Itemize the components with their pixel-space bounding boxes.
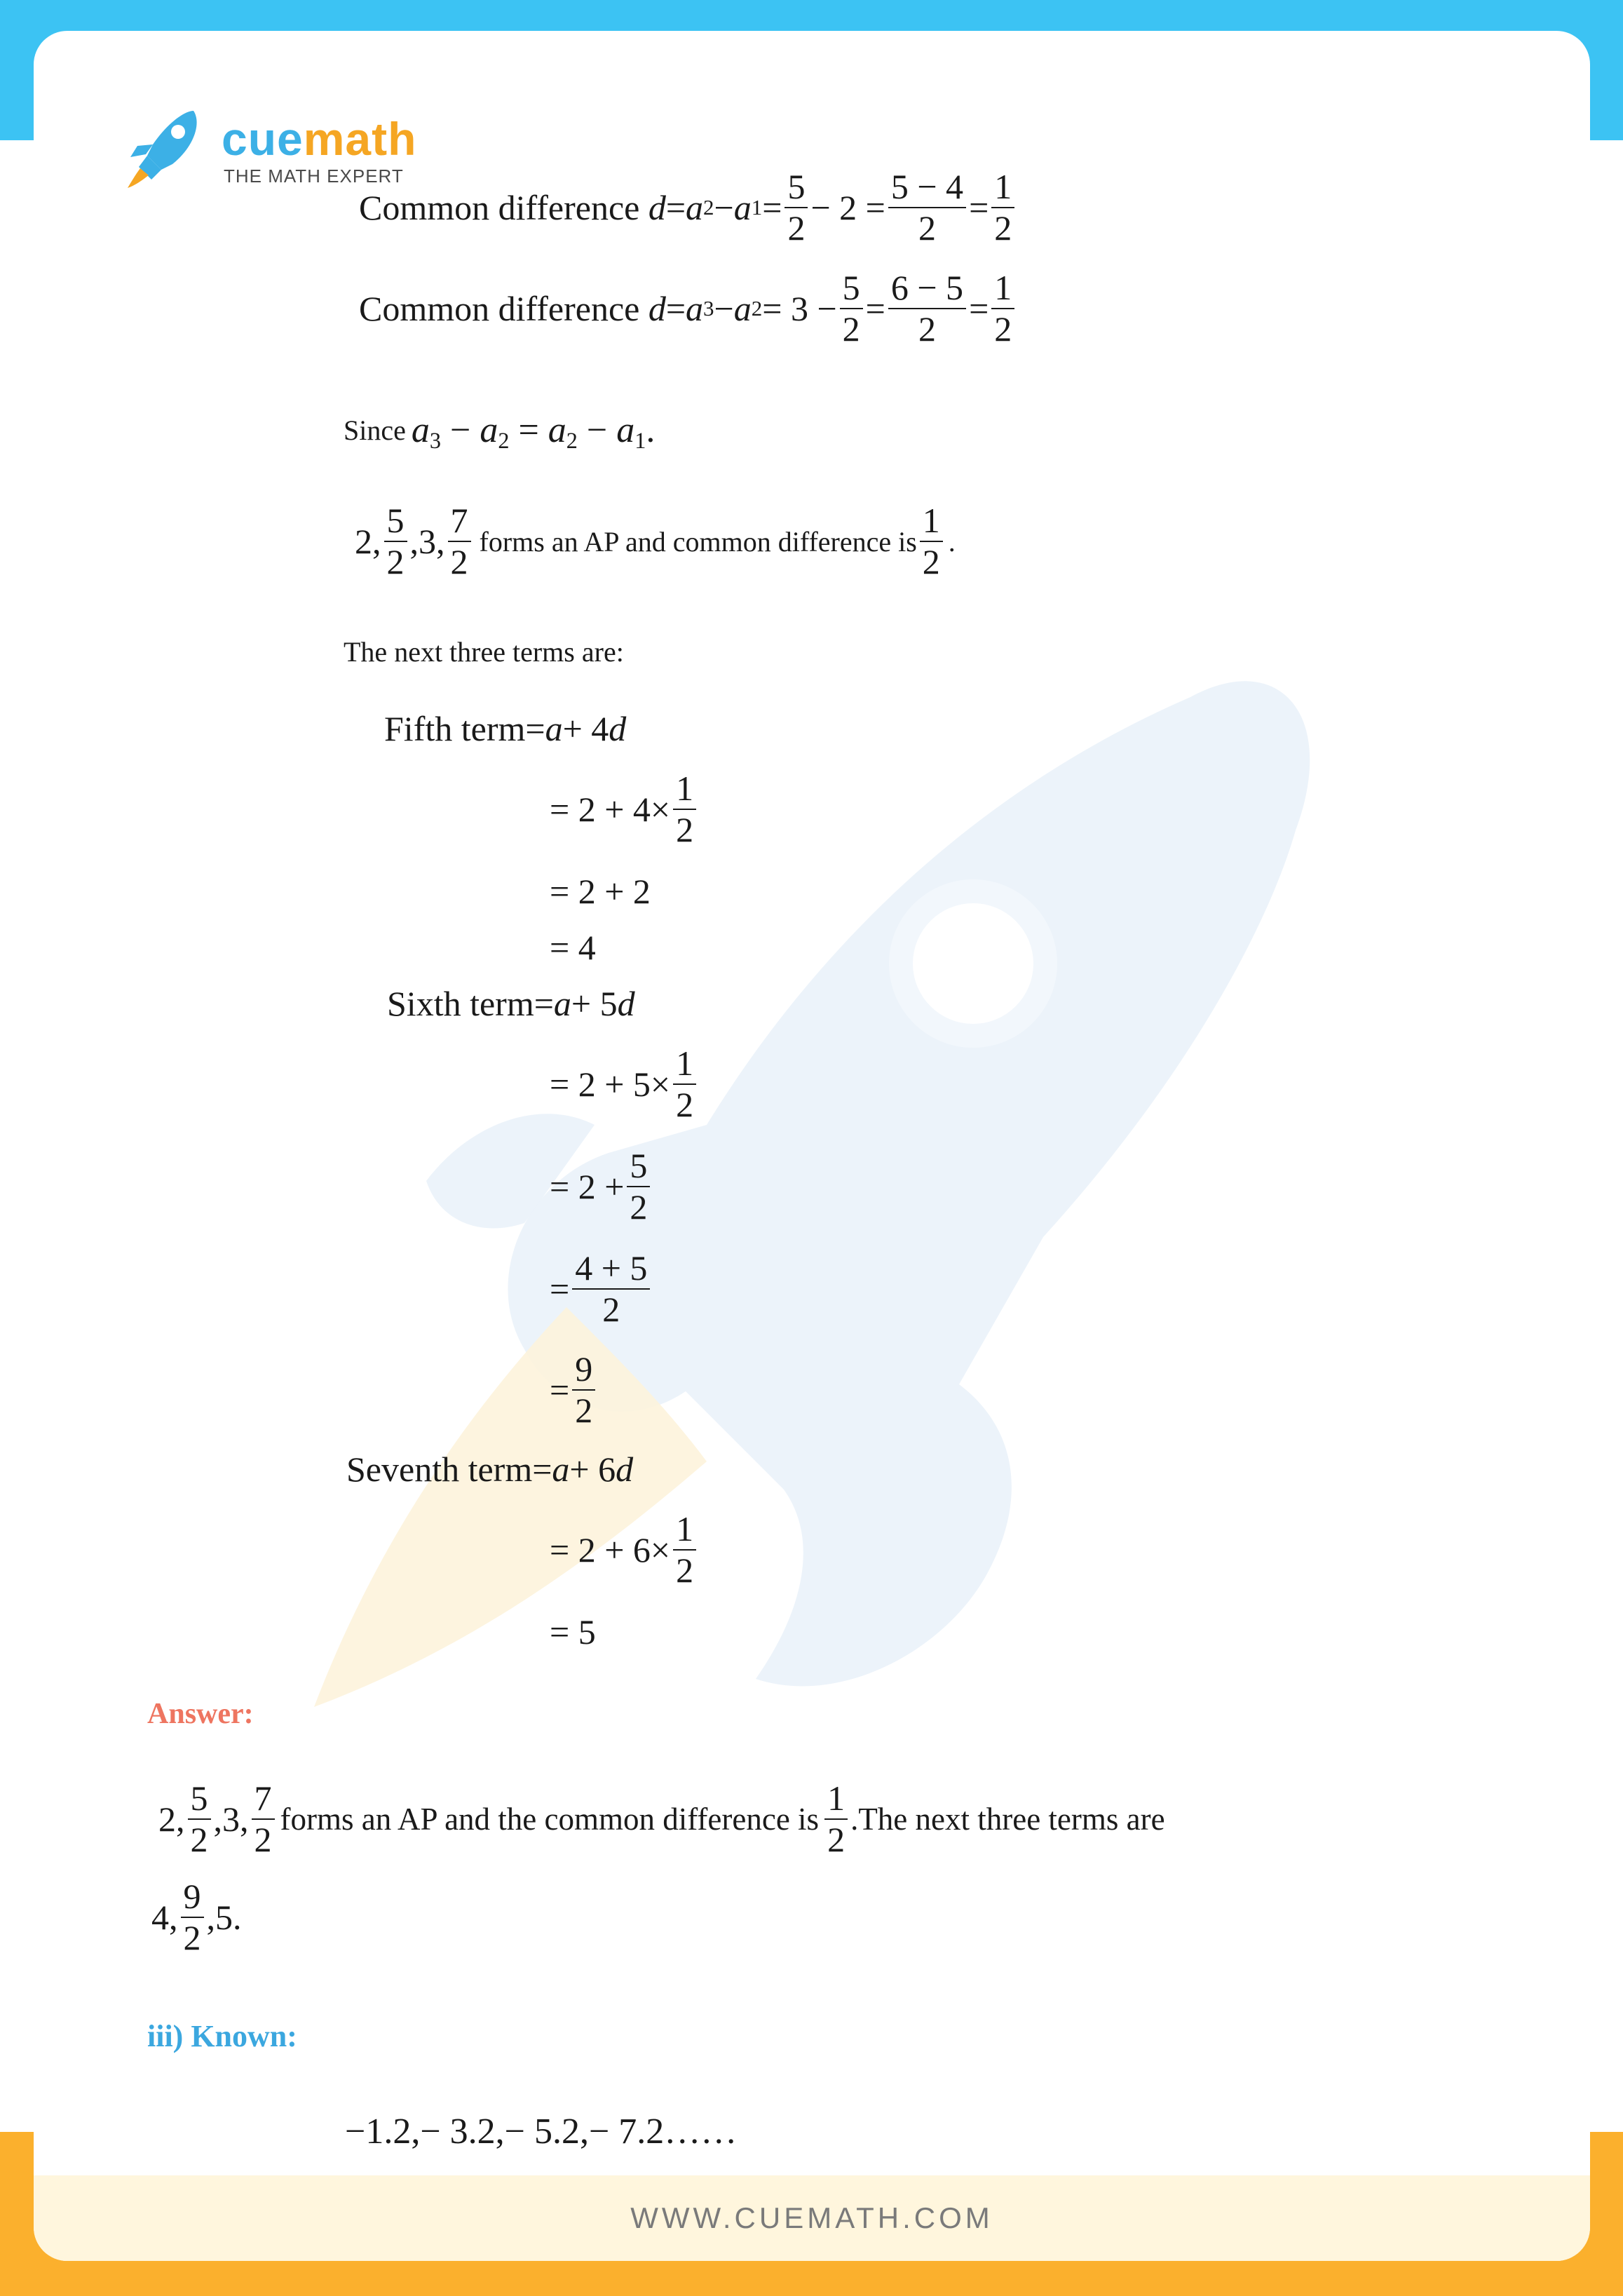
seventh-term-line-2: = 2 + 6× $\frac{1}{2}$ <box>550 1511 699 1589</box>
answer-line-2: 4, $\frac{9}{2}$ ,5. <box>151 1877 242 1957</box>
sixth-term-line-5: = $\frac{9}{2}$ <box>550 1351 598 1429</box>
sixth-term-line-3: = 2 + $\frac{5}{2}$ <box>550 1147 653 1226</box>
answer-line-1: 2, $\frac{5}{2}$ ,3, $\frac{7}{2}$ forms an AP and the common difference is $\frac{1}{2}$ .The next three terms are <box>158 1778 1165 1859</box>
common-difference-line-1: Common difference d = a 2 − a 1 = $\frac{5}{2}$ − 2 = $\frac{5 - 4}{2}$ = $\frac{1}{2}$ <box>359 168 1017 247</box>
seventh-term-line-1: Seventh term = a + 6 d <box>346 1450 634 1489</box>
known-heading: iii) Known: <box>147 2019 297 2053</box>
logo-tagline: THE MATH EXPERT <box>224 166 404 187</box>
logo-wordmark: cuemath <box>222 113 417 165</box>
footer <box>34 2175 1590 2261</box>
fifth-term-line-4: = 4 <box>550 928 596 967</box>
answer-heading: Answer: <box>147 1698 254 1730</box>
website-link[interactable]: WWW.CUEMATH.COM <box>630 2201 993 2234</box>
fifth-term-line-3: = 2 + 2 <box>550 872 651 911</box>
seventh-term-line-3: = 5 <box>550 1612 596 1652</box>
fifth-term-line-2: = 2 + 4× $\frac{1}{2}$ <box>550 770 699 849</box>
ap-statement-line: 2, $\frac{5}{2}$ ,3, $\frac{7}{2}$ forms an AP and common difference is $\frac{1}{2}$ . <box>355 501 956 581</box>
sixth-term-line-1: Sixth term = a + 5 d <box>387 984 635 1023</box>
sixth-term-line-4: = $\frac{4 + 5}{2}$ <box>550 1250 653 1328</box>
known-sequence: −1.2,− 3.2,− 5.2,− 7.2…… <box>345 2112 738 2152</box>
sixth-term-line-2: = 2 + 5× $\frac{1}{2}$ <box>550 1045 699 1123</box>
page-card <box>34 31 1590 2261</box>
fifth-term-line-1: Fifth term = a + 4 d <box>384 709 627 748</box>
rocket-logo-icon <box>123 107 208 191</box>
common-difference-line-2: Common difference d = a 3 − a 2 = 3 − $\frac{5}{2}$ = $\frac{6 - 5}{2}$ = $\frac{1}{2}$ <box>359 269 1017 348</box>
rocket-watermark-icon <box>34 31 1590 2261</box>
next-three-terms-text: The next three terms are: <box>344 636 624 668</box>
since-line: Since $a_3 - a_2 = a_2 - a_1$. <box>344 410 656 454</box>
